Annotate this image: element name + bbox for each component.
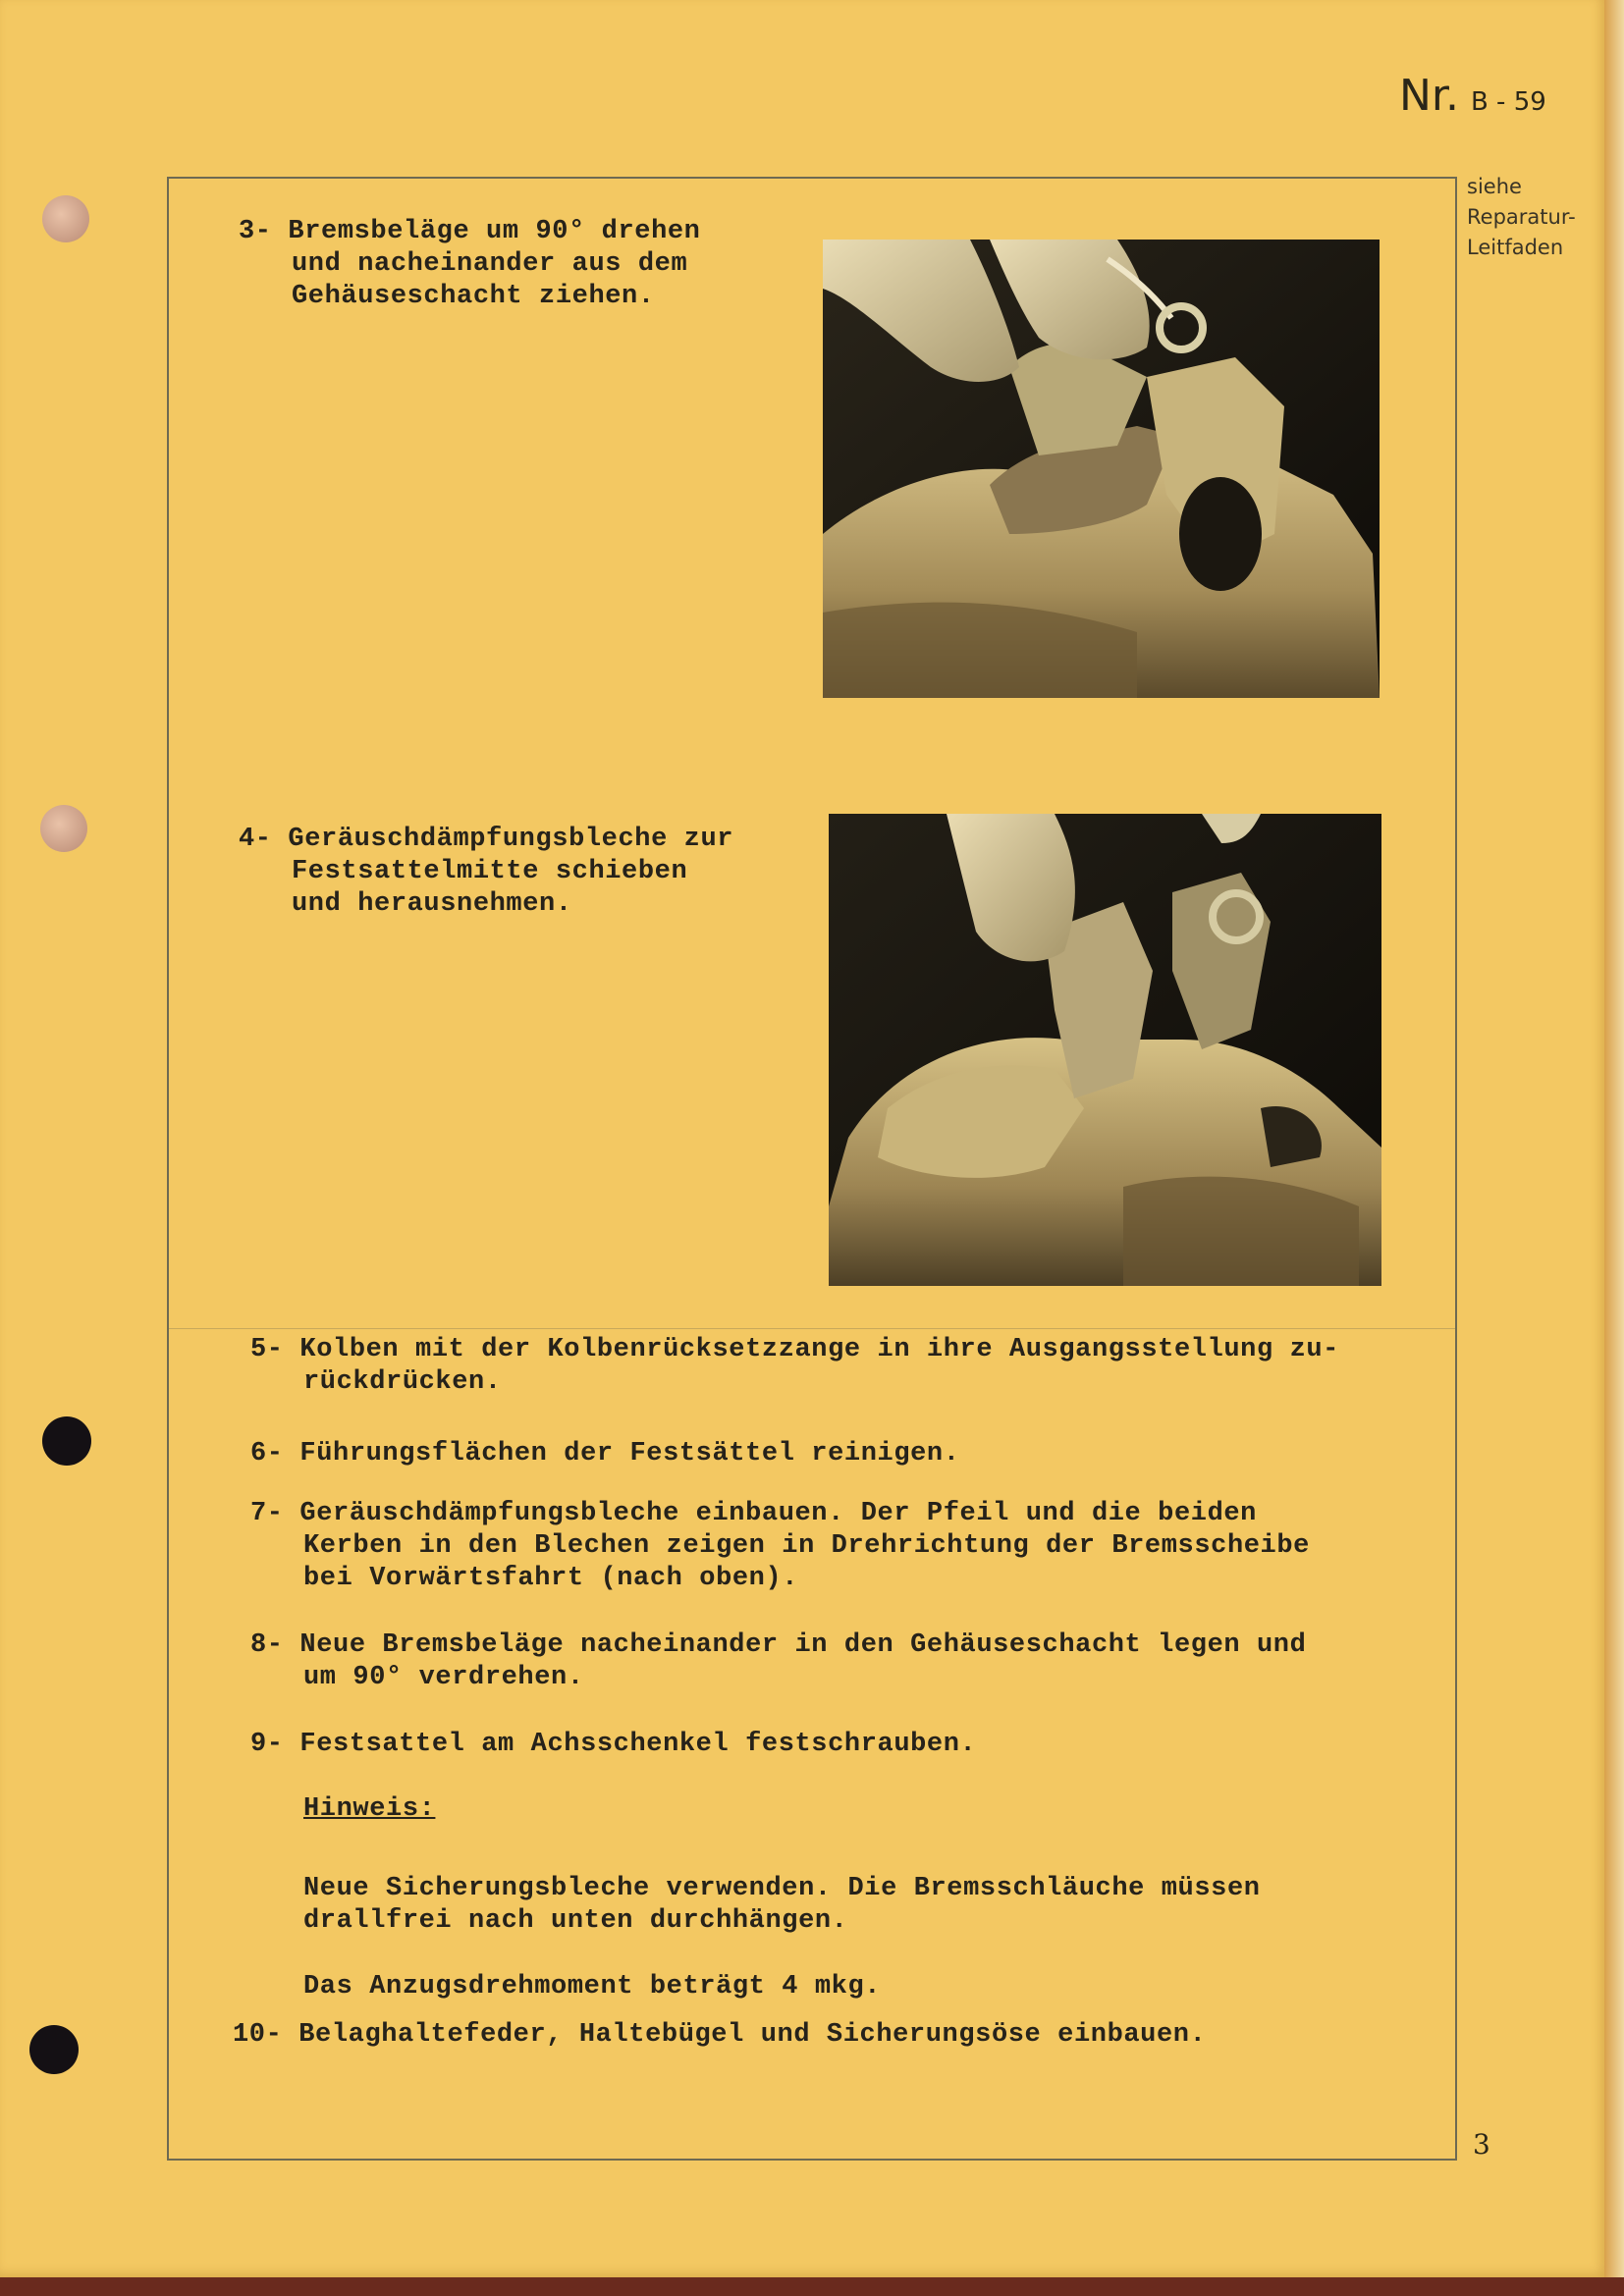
step-number: 9- bbox=[250, 1730, 284, 1759]
step-text-line: Belaghaltefeder, Haltebügel und Sicherungsöse einbauen. bbox=[298, 2020, 1207, 2050]
step-number: 7- bbox=[250, 1499, 284, 1528]
step-number: 6- bbox=[250, 1439, 284, 1468]
step-6 bbox=[250, 1438, 960, 1470]
step-8 bbox=[250, 1629, 1306, 1694]
step-4 bbox=[239, 824, 733, 921]
step-10 bbox=[233, 2019, 1206, 2052]
step-text-line: Geräuschdämpfungsbleche zur bbox=[288, 825, 734, 854]
punch-hole-1 bbox=[42, 195, 89, 242]
reference-note bbox=[1467, 172, 1576, 263]
reference-note-line: Reparatur- bbox=[1467, 205, 1576, 229]
step-number: 10- bbox=[233, 2020, 283, 2050]
step-text-line: Festsattelmitte schieben bbox=[292, 857, 688, 886]
document-number-label: Nr. bbox=[1399, 71, 1459, 121]
step-text-line: Führungsflächen der Festsättel reinigen. bbox=[299, 1439, 960, 1468]
reference-note-line: siehe bbox=[1467, 175, 1522, 198]
step-text-line: Kerben in den Blechen zeigen in Drehrichtung der Bremsscheibe bbox=[303, 1531, 1310, 1561]
step-7 bbox=[250, 1498, 1310, 1595]
hinweis-text-line: Neue Sicherungsbleche verwenden. Die Bremsschläuche müssen bbox=[303, 1874, 1261, 1903]
step-text-line: Gehäuseschacht ziehen. bbox=[292, 282, 655, 311]
step-text-line: um 90° verdrehen. bbox=[303, 1663, 584, 1692]
step-number: 5- bbox=[250, 1335, 284, 1364]
hinweis-text-line: Das Anzugsdrehmoment beträgt 4 mkg. bbox=[303, 1972, 882, 2002]
step-text-line: Geräuschdämpfungsbleche einbauen. Der Pfeil und die beiden bbox=[299, 1499, 1257, 1528]
section-divider bbox=[169, 1328, 1455, 1329]
hinweis-text-line: drallfrei nach unten durchhängen. bbox=[303, 1906, 848, 1936]
step-number: 4- bbox=[239, 825, 272, 854]
page-number: 3 bbox=[1473, 2128, 1490, 2161]
document-number bbox=[1399, 71, 1546, 121]
brake-caliper-photo-2 bbox=[829, 814, 1381, 1286]
step-text-line: bei Vorwärtsfahrt (nach oben). bbox=[303, 1564, 799, 1593]
page-edge-bottom bbox=[0, 2277, 1624, 2296]
step-text-line: Bremsbeläge um 90° drehen bbox=[288, 217, 701, 246]
brake-caliper-photo-1 bbox=[823, 240, 1380, 698]
step-text-line: rückdrücken. bbox=[303, 1367, 502, 1397]
step-9 bbox=[250, 1729, 976, 1761]
step-text-line: und herausnehmen. bbox=[292, 889, 572, 919]
hinweis-title: Hinweis: bbox=[303, 1794, 436, 1824]
punch-hole-3 bbox=[42, 1416, 91, 1466]
step-number: 3- bbox=[239, 217, 272, 246]
step-text-line: Neue Bremsbeläge nacheinander in den Gehäuseschacht legen und bbox=[299, 1630, 1307, 1660]
step-5 bbox=[250, 1334, 1339, 1399]
step-number: 8- bbox=[250, 1630, 284, 1660]
hinweis-block bbox=[303, 1793, 1261, 2003]
step-3 bbox=[239, 216, 701, 313]
reference-note-line: Leitfaden bbox=[1467, 236, 1564, 259]
punch-hole-2 bbox=[40, 805, 87, 852]
step-text-line: und nacheinander aus dem bbox=[292, 249, 688, 279]
document-number-value: B - 59 bbox=[1470, 87, 1546, 117]
page-edge bbox=[1604, 0, 1624, 2277]
step-text-line: Kolben mit der Kolbenrücksetzzange in ihre Ausgangsstellung zu- bbox=[299, 1335, 1339, 1364]
punch-hole-4 bbox=[29, 2025, 79, 2074]
step-text-line: Festsattel am Achsschenkel festschrauben. bbox=[299, 1730, 977, 1759]
